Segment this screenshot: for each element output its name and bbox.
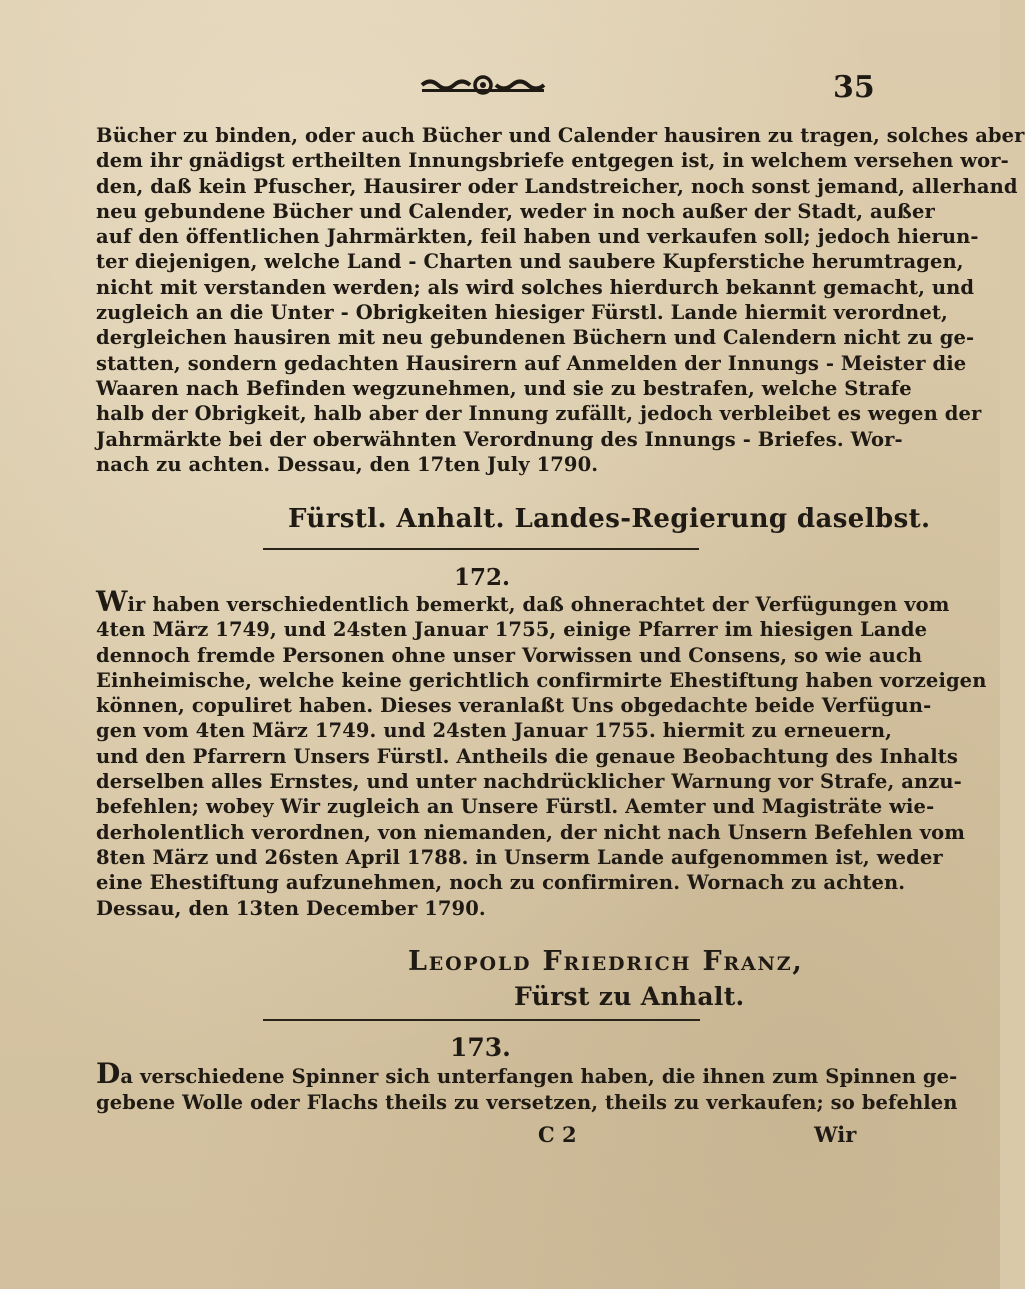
drop-initial: D — [96, 1057, 121, 1090]
page-number: 35 — [833, 70, 875, 105]
section-divider — [263, 548, 699, 550]
text-line: können, copuliret haben. Dieses veranlaßt Uns obgedachte beide Verfügun- — [96, 694, 932, 718]
section-171-text — [96, 123, 1025, 477]
text-line: 4ten März 1749, und 24sten Januar 1755, einige Pfarrer im hiesigen Lande — [96, 618, 928, 642]
first-line-rest: a verschiedene Spinner sich unterfangen haben, die ihnen zum Spinnen ge- — [120, 1065, 958, 1088]
text-line: neu gebundene Bücher und Calender, weder in noch außer der Stadt, außer — [96, 199, 935, 223]
text-line: statten, sondern gedachten Hausirern auf Anmelden der Innungs - Meister die — [96, 351, 967, 375]
text-line: den, daß kein Pfuscher, Hausirer oder Landstreicher, noch sonst jemand, allerhand — [96, 174, 1018, 198]
section-173-text — [96, 1057, 958, 1116]
section-divider — [263, 1019, 700, 1021]
signature-mark: C 2 — [538, 1122, 577, 1147]
text-line: derselben alles Ernstes, und unter nachdrücklicher Warnung vor Strafe, anzu- — [96, 770, 962, 794]
text-line: Jahrmärkte bei der oberwähnten Verordnung des Innungs - Briefes. Wor- — [96, 427, 903, 451]
text-line: nicht mit verstanden werden; als wird solches hierdurch bekannt gemacht, und — [96, 275, 975, 299]
section-172-signature-title: Fürst zu Anhalt. — [514, 982, 745, 1011]
text-line: dennoch fremde Personen ohne unser Vorwissen und Consens, so wie auch — [96, 643, 923, 667]
header-ornament — [420, 74, 546, 96]
first-line-rest: ir haben verschiedentlich bemerkt, daß ohnerachtet der Verfügungen vom — [127, 593, 950, 616]
text-line: eine Ehestiftung aufzunehmen, noch zu confirmiren. Wornach zu achten. — [96, 871, 906, 895]
text-line: Waaren nach Befinden wegzunehmen, und sie zu bestrafen, welche Strafe — [96, 376, 912, 400]
section-171-signature: Fürstl. Anhalt. Landes-Regierung daselbst. — [288, 504, 931, 534]
section-172-signature-name: Leopold Friedrich Franz, — [408, 946, 804, 977]
drop-initial: W — [96, 585, 128, 618]
text-line-first — [96, 1057, 958, 1090]
text-line: auf den öffentlichen Jahrmärkten, feil haben und verkaufen soll; jedoch hierun- — [96, 225, 979, 249]
section-number-173: 173. — [450, 1033, 511, 1062]
text-line: dem ihr gnädigst ertheilten Innungsbriefe entgegen ist, in welchem versehen wor- — [96, 149, 1009, 173]
section-172-text — [96, 585, 987, 921]
text-line-first — [96, 585, 950, 618]
text-line: dergleichen hausiren mit neu gebundenen Büchern und Calendern nicht zu ge- — [96, 326, 975, 350]
text-line: nach zu achten. Dessau, den 17ten July 1790. — [96, 452, 599, 476]
text-line: halb der Obrigkeit, halb aber der Innung zufällt, jedoch verbleibet es wegen der — [96, 402, 982, 426]
text-line: gen vom 4ten März 1749. und 24sten Januar 1755. hiermit zu erneuern, — [96, 719, 892, 743]
text-line: gebene Wolle oder Flachs theils zu versetzen, theils zu verkaufen; so befehlen — [96, 1091, 958, 1114]
text-line: und den Pfarrern Unsers Fürstl. Antheils die genaue Beobachtung des Inhalts — [96, 744, 958, 768]
text-line: Dessau, den 13ten December 1790. — [96, 896, 486, 920]
text-line: Einheimische, welche keine gerichtlich confirmirte Ehestiftung haben vorzeigen — [96, 668, 987, 692]
text-line: derholentlich verordnen, von niemanden, der nicht nach Unsern Befehlen vom — [96, 820, 965, 844]
text-line: 8ten März und 26sten April 1788. in Unserm Lande aufgenommen ist, weder — [96, 845, 943, 869]
text-line: befehlen; wobey Wir zugleich an Unsere Fürstl. Aemter und Magisträte wie- — [96, 795, 935, 819]
catchword: Wir — [814, 1122, 857, 1147]
text-line: Bücher zu binden, oder auch Bücher und Calender hausiren zu tragen, solches aber — [96, 124, 1025, 147]
text-line: zugleich an die Unter - Obrigkeiten hiesiger Fürstl. Lande hiermit verordnet, — [96, 301, 948, 325]
text-line: ter diejenigen, welche Land - Charten und saubere Kupferstiche herumtragen, — [96, 250, 964, 274]
section-number-172: 172. — [454, 564, 511, 591]
